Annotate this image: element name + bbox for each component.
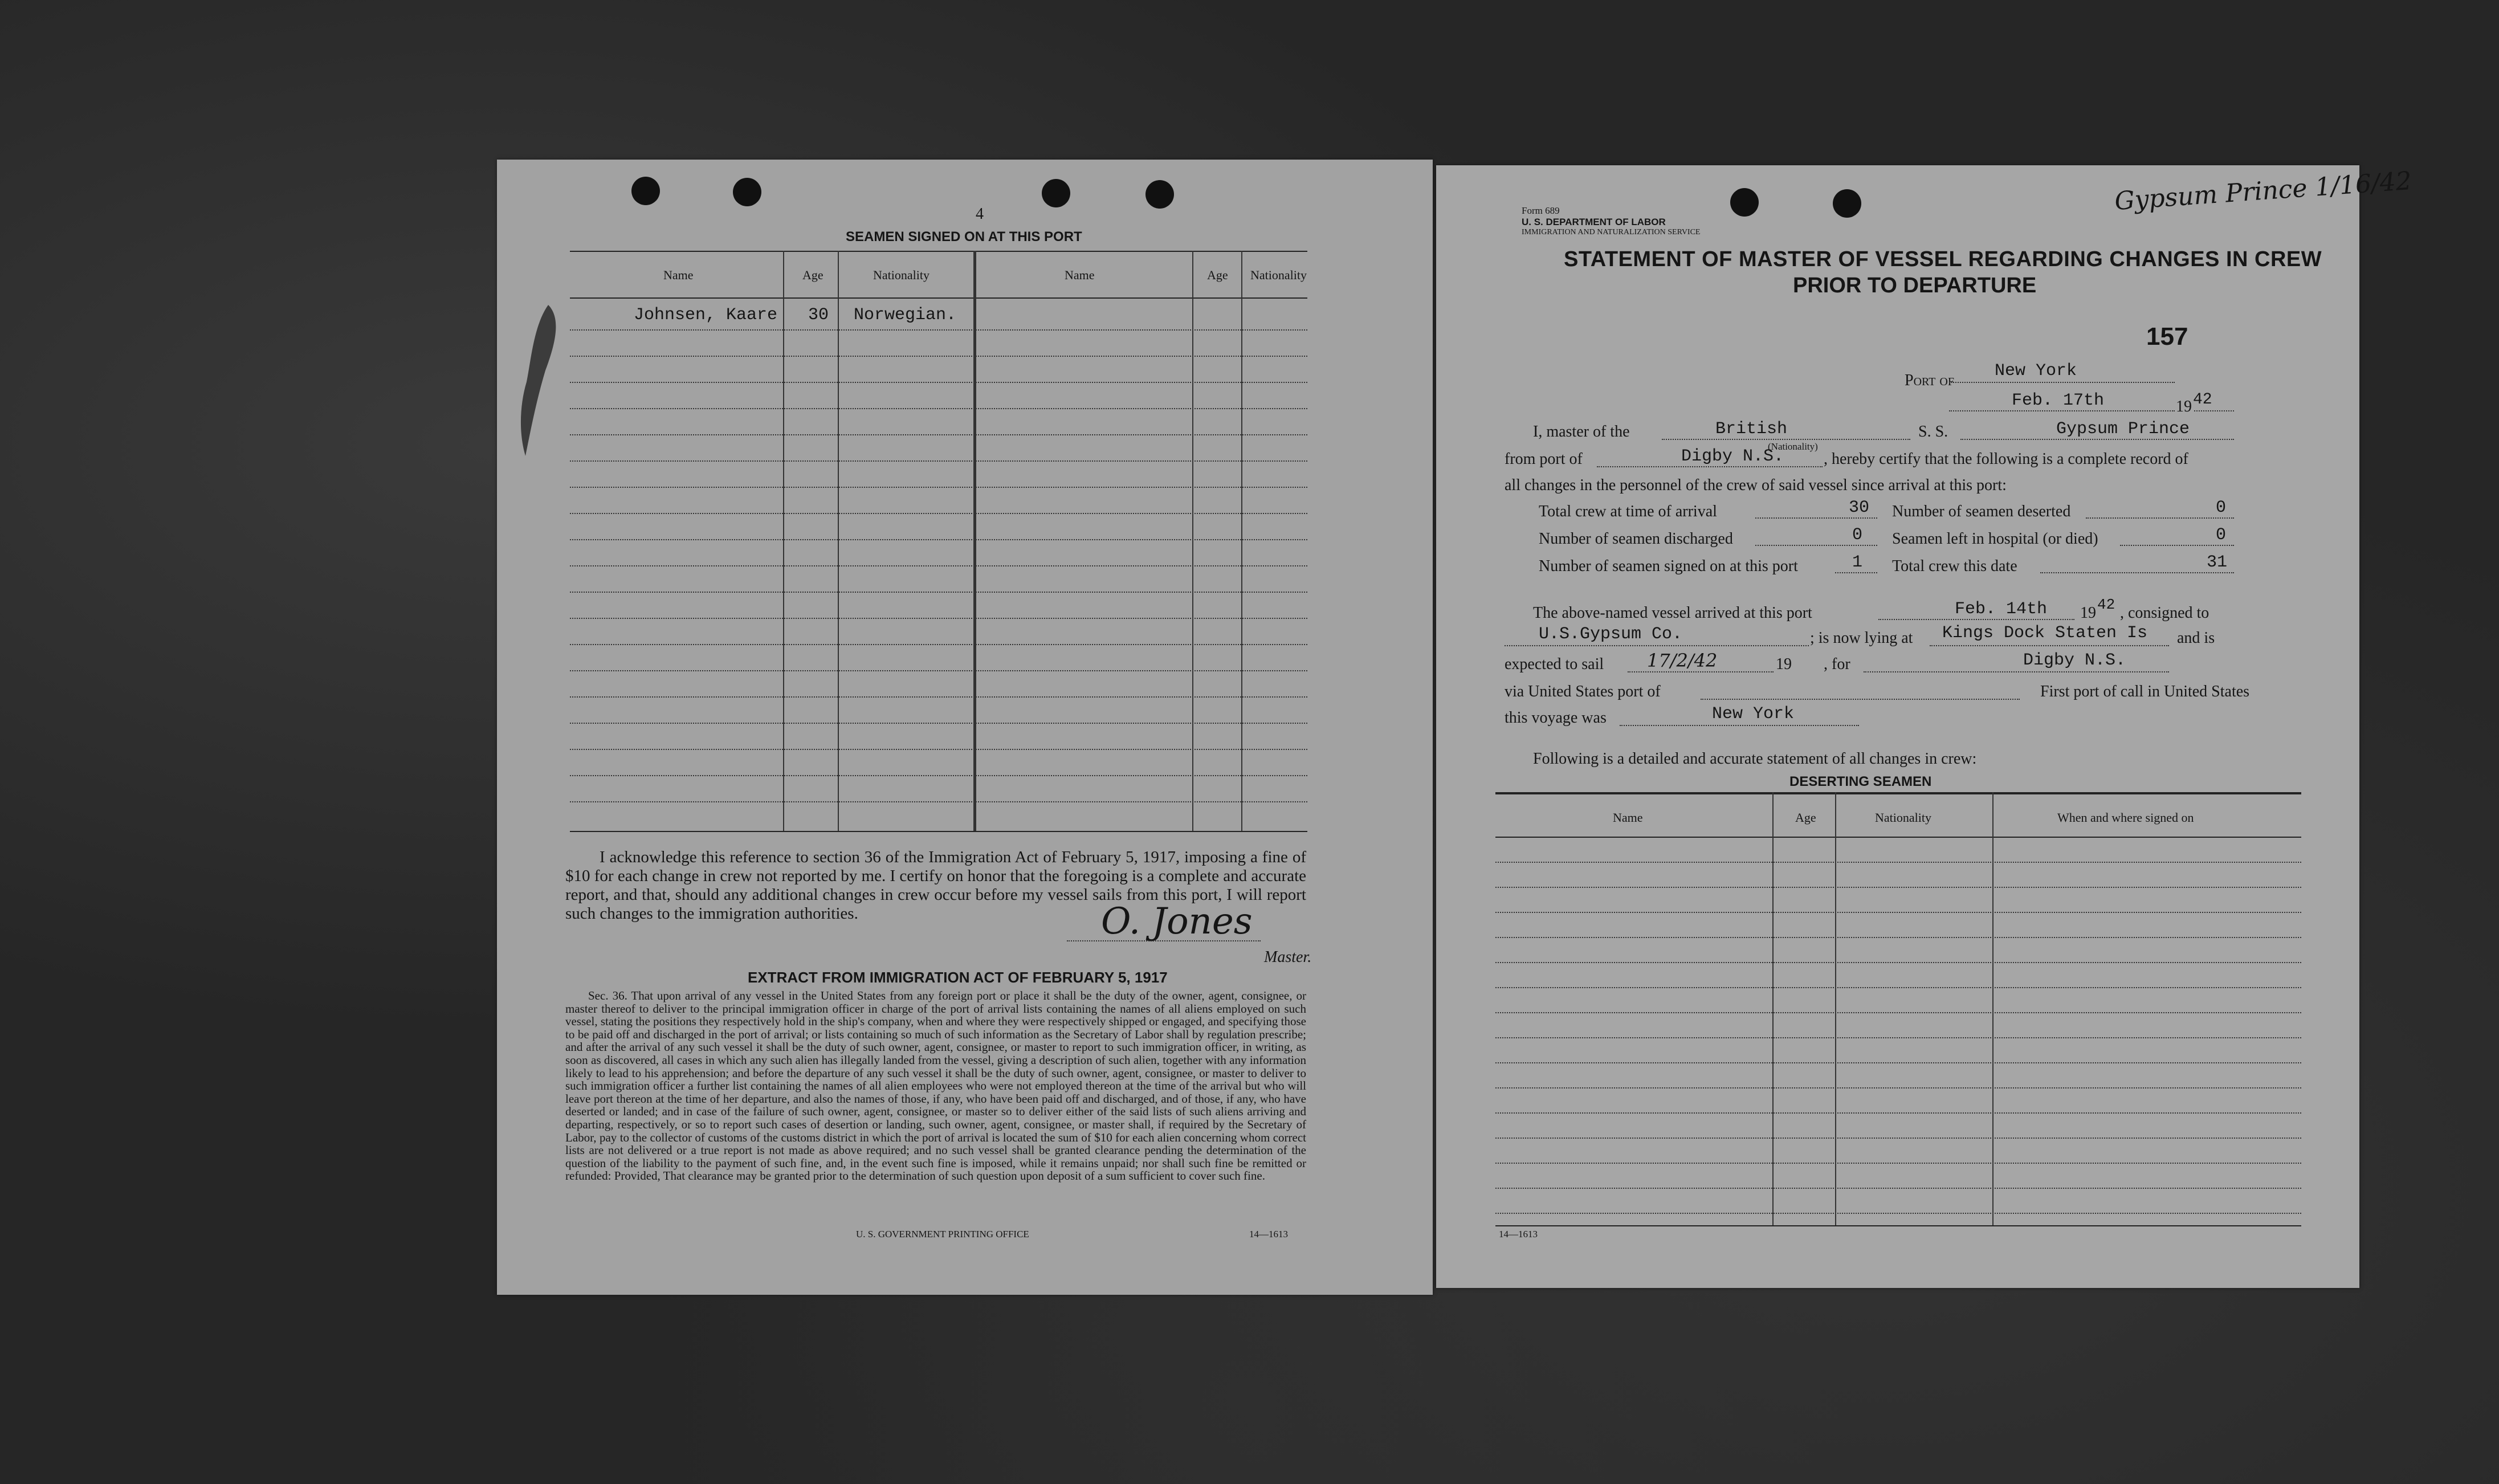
form-title-line-1: STATEMENT OF MASTER OF VESSEL REGARDING CHANGES IN CREW [1564, 247, 2322, 271]
row-line [1495, 862, 2301, 863]
row-line [1495, 912, 2301, 913]
row-line [1495, 987, 2301, 988]
form-title-line-2: PRIOR TO DEPARTURE [1793, 274, 2037, 297]
nationality-value: British [1715, 419, 1788, 439]
deserted-label: Number of seamen deserted [1892, 503, 2071, 520]
service: IMMIGRATION AND NATURALIZATION SERVICE [1522, 228, 1701, 237]
lying-at: Kings Dock Staten Is [1942, 623, 2148, 643]
document-number: 157 [2146, 323, 2188, 350]
following-text: Following is a detailed and accurate statement of all changes in crew: [1533, 750, 1977, 768]
voyage-line [1620, 725, 1859, 726]
row-line [1495, 887, 2301, 888]
row-line [570, 565, 1307, 566]
master-label: Master. [1264, 948, 1312, 966]
row-line [570, 592, 1307, 593]
signature-line [1067, 940, 1261, 941]
col-header-name: Name [1065, 268, 1095, 282]
row-line [1495, 1012, 2301, 1013]
discharged-value: 0 [1852, 525, 1863, 545]
punch-hole [1145, 180, 1174, 209]
discharged-label: Number of seamen discharged [1539, 530, 1733, 548]
row-line [1495, 1213, 2301, 1214]
row-line [570, 408, 1307, 409]
printing-office: U. S. GOVERNMENT PRINTING OFFICE [856, 1229, 1029, 1240]
count-line [2086, 517, 2234, 519]
sail-line [1628, 671, 1774, 672]
table-header-rule [1495, 837, 2301, 838]
count-line [1755, 517, 1877, 519]
ss-label: S. S. [1918, 423, 1948, 441]
col-divider [1772, 792, 1774, 1225]
table-top-rule [1495, 792, 2301, 794]
via-line [1701, 699, 2020, 700]
row-line [1495, 937, 2301, 938]
row-line [570, 801, 1307, 802]
col-header-nationality: Nationality [1250, 268, 1307, 282]
nationality-caption: (Nationality) [1768, 441, 1818, 452]
punch-hole [631, 177, 660, 205]
left-page [497, 160, 1433, 1295]
vessel-name: Gypsum Prince [2056, 419, 2190, 439]
extract-title: EXTRACT FROM IMMIGRATION ACT OF FEBRUARY 5, 1917 [748, 969, 1168, 986]
from-port-line [1597, 466, 1823, 467]
department: U. S. DEPARTMENT OF LABOR [1522, 217, 1666, 227]
punch-hole [1042, 179, 1070, 207]
expected-label: expected to sail [1505, 655, 1604, 673]
sail-year-prefix: 19 [1776, 655, 1792, 673]
arrived-year-suffix: 42 [2097, 596, 2115, 613]
seaman-age: 30 [808, 305, 829, 325]
deserted-value: 0 [2216, 498, 2227, 517]
vessel-line [1960, 439, 2234, 440]
arrived-year-prefix: 19 [2080, 604, 2096, 622]
page-number: 4 [976, 205, 984, 223]
date-line [1949, 410, 2175, 411]
count-line [1755, 545, 1877, 546]
row-line [570, 382, 1307, 383]
row-line [570, 775, 1307, 776]
master-signature: O. Jones [1101, 900, 1253, 943]
col-header-age: Age [1207, 268, 1228, 282]
total-arrival-value: 30 [1849, 498, 1870, 517]
form-code: 14—1613 [1499, 1229, 1538, 1240]
row-line [1495, 962, 2301, 963]
row-line [570, 539, 1307, 540]
arrived-date: Feb. 14th [1955, 600, 2048, 619]
col-header-nationality: Nationality [873, 268, 930, 282]
year-prefix: 19 [2176, 398, 2192, 415]
lying-label: ; is now lying at [1810, 629, 1913, 647]
col-header-age: Age [1795, 810, 1816, 825]
destination-line [1864, 671, 2169, 672]
certify-text: , hereby certify that the following is a complete record of [1824, 450, 2188, 468]
row-line [570, 356, 1307, 357]
row-line [570, 513, 1307, 514]
acknowledgement-text: I acknowledge this reference to section 36 of the Immigration Act of February 5, 1917, imposing a fine of $10 for each change in crew not reported by me. I certify on honor that the foregoing is a complete and accurate report, and that, should any additional changes in crew occur before my vessel sails from this port, I will report such changes to the immigration authorities. [565, 848, 1306, 923]
master-of-label: I, master of the [1533, 423, 1630, 441]
consignee-line [1505, 645, 1809, 646]
form-number: Form 689 [1522, 205, 1560, 216]
row-line [1495, 1163, 2301, 1164]
section-heading: SEAMEN SIGNED ON AT THIS PORT [846, 229, 1082, 244]
port-label: Port of [1905, 372, 1954, 389]
punch-hole [1730, 188, 1759, 217]
col-divider [1241, 251, 1242, 831]
from-port-value: Digby N.S. [1681, 447, 1784, 466]
handwritten-annotation: Gypsum Prince 1/16/42 [2113, 166, 2413, 217]
punch-hole [1833, 189, 1861, 218]
col-divider [838, 251, 839, 831]
row-line [570, 696, 1307, 698]
col-header-signed-on: When and where signed on [2057, 810, 2194, 825]
hospital-value: 0 [2216, 525, 2227, 545]
row-line [1495, 1112, 2301, 1114]
row-line [570, 487, 1307, 488]
arrived-line [1878, 619, 2074, 620]
row-line [1495, 1138, 2301, 1139]
table-top-rule [570, 251, 1307, 252]
for-label: , for [1824, 655, 1850, 673]
row-line [570, 749, 1307, 750]
row-line [570, 618, 1307, 619]
row-line [570, 644, 1307, 645]
col-header-age: Age [802, 268, 824, 282]
col-divider [1192, 251, 1193, 831]
col-divider [1992, 792, 1994, 1225]
table-bottom-rule [1495, 1225, 2301, 1226]
row-line [570, 434, 1307, 435]
voyage-label: this voyage was [1505, 709, 1607, 727]
row-line [1495, 1037, 2301, 1038]
hospital-label: Seamen left in hospital (or died) [1892, 530, 2098, 548]
ink-smudge [514, 302, 565, 462]
nationality-line [1662, 439, 1910, 440]
col-divider [1835, 792, 1836, 1225]
year-suffix: 42 [2193, 391, 2212, 409]
count-line [2120, 545, 2234, 546]
row-line [1495, 1062, 2301, 1063]
count-line [2040, 572, 2234, 573]
signed-on-value: 1 [1852, 553, 1863, 572]
col-header-nationality: Nationality [1875, 810, 1931, 825]
right-page [1436, 165, 2413, 1288]
col-header-name: Name [1613, 810, 1643, 825]
punch-hole [733, 178, 761, 206]
port-value: New York [1995, 361, 2077, 381]
row-line [1495, 1087, 2301, 1088]
col-divider [973, 251, 976, 831]
deserting-heading: DESERTING SEAMEN [1789, 774, 1932, 789]
year-line [2194, 410, 2234, 411]
first-call-label: First port of call in United States [2040, 683, 2250, 700]
extract-text: Sec. 36. That upon arrival of any vessel in the United States from any foreign port or place it shall be the duty of the owner, agent, consignee, or master thereof to deliver to the principal immigration officer in charge of the port of arrival lists containing the names of all aliens employed on such vessel, stating the positions they respectively hold in the ship's company, when and where they were respectively shipped or engaged, and specifying those to be paid off and discharged in the port of arrival; or lists containing so much of such information as the Secretary of Labor shall by regulation prescribe; and after the arrival of any such vessel it shall be the duty of such owner, agent, consignee, or master to report to such immigration officer, in writing, as soon as discovered, all cases in which any such alien has illegally landed from the vessel, giving a description of such alien, together with any information likely to lead to his apprehension; and before the departure of any such vessel it shall be the duty of such owner, agent, consignee, or master to deliver to such immigration officer a further list containing the names of all alien employees who were not employed thereon at the time of the arrival but who will leave port thereon at the time of her departure, and also the names of those, if any, who have been paid off and discharged, and of those, if any, who have deserted or landed; and in case of the failure of such owner, agent, consignee, or master so to deliver either of the said lists of such aliens arriving and departing, respectively, or so to report such cases of desertion or landing, such owner, agent, consignee, or master shall, if required by the Secretary of Labor, pay to the collector of customs of the customs district in which the port of arrival is located the sum of $10 for each alien concerning whom correct lists are not delivered or a true report is not made as above required; and no such vessel shall be granted clearance pending the determination of the question of the liability to the payment of such fine, and, in the event such fine is imposed, while it remains unpaid; nor shall such fine be remitted or refunded: Provided, That clearance may be granted prior to the determination of such question upon deposit of a sum sufficient to cover such fine. [565, 989, 1307, 1183]
first-call-value: New York [1712, 704, 1795, 724]
via-label: via United States port of [1505, 683, 1661, 700]
row-line [570, 329, 1307, 331]
consignee: U.S.Gypsum Co. [1539, 625, 1683, 644]
total-date-value: 31 [2207, 553, 2228, 572]
count-line [1835, 572, 1877, 573]
total-arrival-label: Total crew at time of arrival [1539, 503, 1717, 520]
signed-on-label: Number of seamen signed on at this port [1539, 557, 1798, 575]
row-line [570, 460, 1307, 462]
seaman-name: Johnsen, Kaare [634, 305, 778, 325]
row-line [1495, 1188, 2301, 1189]
sail-date: 17/2/42 [1647, 650, 1718, 671]
port-line [1949, 382, 2175, 383]
all-changes-text: all changes in the personnel of the crew of said vessel since arrival at this port: [1505, 476, 2007, 494]
table-bottom-rule [570, 831, 1307, 832]
and-is: and is [2177, 629, 2215, 647]
from-port-label: from port of [1505, 450, 1583, 468]
row-line [570, 670, 1307, 671]
table-header-rule [570, 297, 1307, 299]
seaman-nationality: Norwegian. [854, 305, 957, 325]
row-line [570, 723, 1307, 724]
form-code: 14—1613 [1249, 1229, 1288, 1240]
lying-line [1930, 645, 2169, 646]
consigned-label: , consigned to [2120, 604, 2209, 622]
total-date-label: Total crew this date [1892, 557, 2017, 575]
arrived-label: The above-named vessel arrived at this port [1533, 604, 1812, 622]
col-divider [783, 251, 784, 831]
col-header-name: Name [663, 268, 694, 282]
date-value: Feb. 17th [2012, 391, 2105, 410]
destination: Digby N.S. [2023, 651, 2126, 670]
